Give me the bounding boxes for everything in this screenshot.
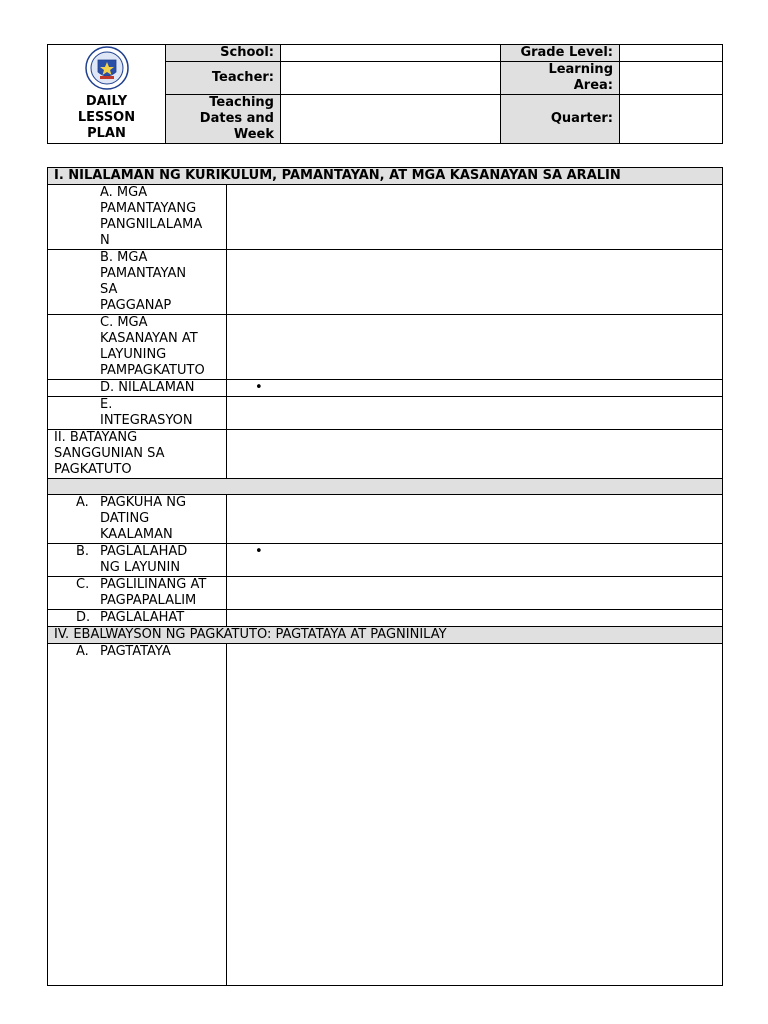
section-1-heading: I. NILALAMAN NG KURIKULUM, PAMANTAYAN, AT MGA KASANAYAN SA ARALIN xyxy=(48,168,723,185)
teacher-label: Teacher: xyxy=(166,62,281,95)
item-paglilinang-at-pagpapalalim: C. PAGLILINANG AT PAGPAPALALIM xyxy=(48,577,227,610)
grade-level-label: Grade Level: xyxy=(501,45,620,62)
content-cell[interactable] xyxy=(227,430,723,479)
item-pagtataya: A. PAGTATAYA xyxy=(48,644,227,986)
content-cell[interactable] xyxy=(227,185,723,250)
item-paglalahad-ng-layunin: B. PAGLALAHAD NG LAYUNIN xyxy=(48,544,227,577)
content-cell[interactable] xyxy=(227,380,723,397)
quarter-label: Quarter: xyxy=(501,95,620,144)
learning-area-field[interactable] xyxy=(620,62,723,95)
school-label: School: xyxy=(166,45,281,62)
content-cell[interactable] xyxy=(227,610,723,627)
content-cell[interactable] xyxy=(227,577,723,610)
item-paglalahat: D. PAGLALAHAT xyxy=(48,610,227,627)
content-cell[interactable] xyxy=(227,250,723,315)
lesson-plan-table xyxy=(47,167,723,986)
bullet: • xyxy=(255,544,263,559)
content-cell[interactable] xyxy=(227,644,723,986)
title-line: DAILY xyxy=(85,94,128,109)
content-cell[interactable] xyxy=(227,397,723,430)
quarter-field[interactable] xyxy=(620,95,723,144)
school-field[interactable] xyxy=(281,45,501,62)
section-2-heading: II. BATAYANG SANGGUNIAN SA PAGKATUTO xyxy=(48,430,227,479)
item-nilalaman: D. NILALAMAN xyxy=(48,380,227,397)
section-3-heading xyxy=(48,479,723,495)
title-line: PLAN xyxy=(87,126,126,141)
content-cell[interactable] xyxy=(227,544,723,577)
section-4-heading: IV. EBALWAYSON NG PAGKATUTO: PAGTATAYA AT PAGNINILAY xyxy=(48,627,723,644)
learning-area-label: Learning Area: xyxy=(501,62,620,95)
header-table xyxy=(47,44,723,144)
item-integrasyon: E. INTEGRASYON xyxy=(48,397,227,430)
deped-seal-icon xyxy=(84,46,130,90)
content-cell[interactable] xyxy=(227,495,723,544)
deped-logo-cell xyxy=(48,45,166,144)
item-pamantayan-sa-pagganap: B. MGA PAMANTAYAN SA PAGGANAP xyxy=(48,250,227,315)
teaching-dates-field[interactable] xyxy=(281,95,501,144)
title-line: LESSON xyxy=(77,110,136,125)
grade-level-field[interactable] xyxy=(620,45,723,62)
teacher-field[interactable] xyxy=(281,62,501,95)
item-pamantayang-pangnilalaman: A. MGA PAMANTAYANG PANGNILALAMA N xyxy=(48,185,227,250)
teaching-dates-label: Teaching Dates and Week xyxy=(166,95,281,144)
content-cell[interactable] xyxy=(227,315,723,380)
item-kasanayan-at-layunin: C. MGA KASANAYAN AT LAYUNING PAMPAGKATUTO xyxy=(48,315,227,380)
bullet: • xyxy=(255,380,263,395)
item-pagkuha-ng-dating-kaalaman: A. PAGKUHA NG DATING KAALAMAN xyxy=(48,495,227,544)
